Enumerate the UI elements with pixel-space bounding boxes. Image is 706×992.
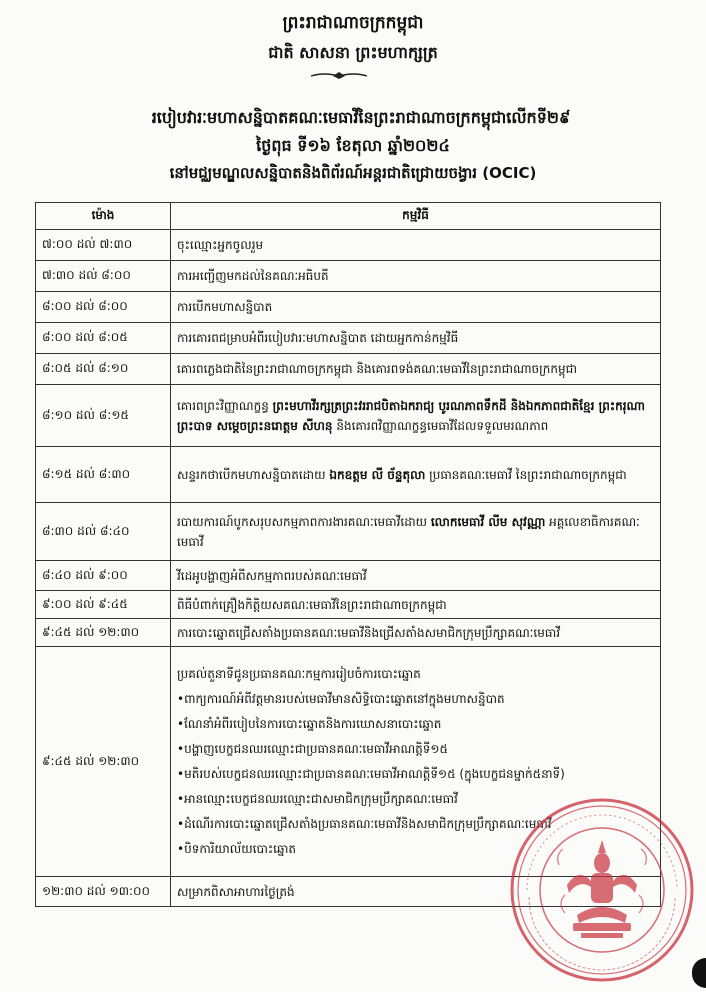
program-text: សន្ទរកថាបើកមហាសន្និបាតដោយ	[177, 467, 330, 482]
program-cell: ការបោះឆ្នោតជ្រើសតាំងប្រធានគណៈមេធាវីនិងជ្រើសតាំងសមាជិកក្រុមប្រឹក្សាគណៈមេធាវី	[171, 619, 661, 647]
program-cell	[171, 503, 661, 561]
time-cell: ៧:០០ ដល់ ៧:៣០	[36, 230, 171, 261]
table-row	[36, 447, 661, 503]
program-text-bold: ឯកឧត្តម លី ច័ន្ទតុលា	[329, 467, 426, 482]
table-row	[36, 292, 661, 323]
time-cell: ៨:១០ ដល់ ៨:១៥	[36, 385, 171, 447]
agenda-title: របៀបវារៈមហាសន្និបាតគណៈមេធាវីនៃព្រះរាជាណាចក្រកម្ពុជាលើកទី២៩	[151, 108, 571, 127]
table-row	[36, 619, 661, 647]
program-cell: ចុះឈ្មោះអ្នកចូលរួម	[171, 230, 661, 261]
time-cell: ៨:០៥ ដល់ ៨:១០	[36, 354, 171, 385]
table-header-row	[36, 203, 661, 230]
program-text: ប្រធានគណៈមេធាវី នៃព្រះរាជាណាចក្រកម្ពុជា	[425, 467, 627, 482]
program-text: អគ្គលេខាធិការគណៈមេធាវី	[177, 514, 640, 549]
program-cell: គោរពភ្លេងជាតិនៃព្រះរាជាណាចក្រកម្ពុជា និងគោរពទង់គណៈមេធាវីនៃព្រះរាជាណាចក្រកម្ពុជា	[171, 354, 661, 385]
program-cell: ការគោរពជម្រាបអំពីរបៀបវារៈមហាសន្និបាត ដោយអ្នកកាន់កម្មវិធី	[171, 323, 661, 354]
program-cell: សម្រាកពិសាអាហារថ្ងៃត្រង់	[171, 877, 661, 907]
time-cell: ៧:៣០ ដល់ ៨:០០	[36, 261, 171, 292]
time-cell: ៩:៤៥ ដល់ ១២:៣០	[36, 619, 171, 647]
agenda-venue: នៅមជ្ឈមណ្ឌលសន្និបាតនិងពិព័រណ៍អន្តរជាតិជ្រោយចង្វារ (OCIC)	[169, 164, 537, 182]
program-text: និងគោរពវិញ្ញាណក្ខន្ធមេធាវីដែលទទួលមរណភាព	[332, 418, 549, 433]
time-cell: ៨:០០ ដល់ ៨:០៥	[36, 323, 171, 354]
list-item: •ណែនាំអំពីរបៀបនៃការបោះឆ្នោតនិងការឃោសនាបោះឆ្នោត	[177, 716, 442, 731]
time-cell: ៨:០០ ដល់ ៨:០០	[36, 292, 171, 323]
program-cell: ការអញ្ជើញមកដល់នៃគណៈអធិបតី	[171, 261, 661, 292]
program-cell: ការបើកមហាសន្និបាត	[171, 292, 661, 323]
time-cell: ៨:៤០ ដល់ ៩:០០	[36, 561, 171, 591]
agenda-date: ថ្ងៃពុធ ទី១៦ ខែតុលា ឆ្នាំ២០២៤	[256, 136, 450, 155]
time-cell: ១២:៣០ ដល់ ១៣:០០	[36, 877, 171, 907]
bar-association-seal-icon	[507, 795, 697, 985]
table-row	[36, 230, 661, 261]
program-cell: ពិធីបំពាក់គ្រឿងកិត្តិយសគណៈមេធាវីនៃព្រះរាជាណាចក្រកម្ពុជា	[171, 591, 661, 619]
table-row	[36, 561, 661, 591]
table-row	[36, 385, 661, 447]
program-column-header: កម្មវិធី	[171, 203, 661, 230]
time-cell: ៨:៣០ ដល់ ៨:៤០	[36, 503, 171, 561]
time-cell: ៩:៤៥ ដល់ ១២:៣០	[36, 647, 171, 877]
program-cell: វីដេអូបង្ហាញអំពីសកម្មភាពរបស់គណៈមេធាវី	[171, 561, 661, 591]
table-row	[36, 591, 661, 619]
list-item: •មតិរបស់បេក្ខជនឈរឈ្មោះជាប្រធានគណៈមេធាវីអាណត្តិទី១៥ (ក្នុងបេក្ខជនម្នាក់៥នាទី)	[177, 766, 565, 781]
program-cell	[171, 385, 661, 447]
program-text-bold: ព្រះមហាវីរក្សត្រព្រះវររាជបិតាឯករាជ្យ បូរណភាពទឹកដី និងឯកភាពជាតិខ្មែរ ព្រះករុណាព្រះបាទ សម្តេចព្រះនរោត្តម សីហនុ	[177, 398, 645, 433]
list-item: ប្រគល់តួនាទីជូនប្រធានគណៈកម្មការរៀបចំការបោះឆ្នោត	[177, 666, 421, 681]
program-text: របាយការណ៍បូកសរុបសកម្មភាពការងារគណៈមេធាវីដោយ	[177, 514, 431, 529]
table-row	[36, 354, 661, 385]
list-item: •ដំណើរការបោះឆ្នោតជ្រើសតាំងប្រធានគណៈមេធាវីនិងសមាជិកក្រុមប្រឹក្សាគណៈមេធាវី	[177, 816, 552, 831]
time-cell: ៨:១៥ ដល់ ៨:៣០	[36, 447, 171, 503]
table-row	[36, 323, 661, 354]
time-cell: ៩:០០ ដល់ ៩:៤៥	[36, 591, 171, 619]
national-motto: ជាតិ សាសនា ព្រះមហាក្សត្រ	[268, 43, 438, 62]
list-item: •ពាក្យការណ៍អំពីវត្តមានរបស់មេធាវីមានសិទ្ធិបោះឆ្នោតនៅក្នុងមហាសន្និបាត	[177, 691, 505, 706]
list-item: •បិទការិយាល័យបោះឆ្នោត	[177, 841, 296, 856]
kingdom-header: ព្រះរាជាណាចក្រកម្ពុជា	[282, 13, 424, 33]
ornament-divider-icon	[309, 70, 369, 80]
time-column-header: ម៉ោង	[36, 203, 171, 230]
program-text-bold: លោកមេធាវី លីម សុវណ្ណា	[430, 514, 546, 529]
list-item: •បង្ហាញបេក្ខជនឈរឈ្មោះជាប្រធានគណៈមេធាវីអាណត្តិទី១៥	[177, 741, 448, 756]
list-item: •អានឈ្មោះបេក្ខជនឈរឈ្មោះជាសមាជិកក្រុមប្រឹក្សាគណៈមេធាវី	[177, 791, 458, 806]
program-text: គោរពព្រះវិញ្ញាណក្ខន្ធ	[177, 398, 273, 413]
table-row	[36, 503, 661, 561]
table-row	[36, 261, 661, 292]
program-cell	[171, 447, 661, 503]
